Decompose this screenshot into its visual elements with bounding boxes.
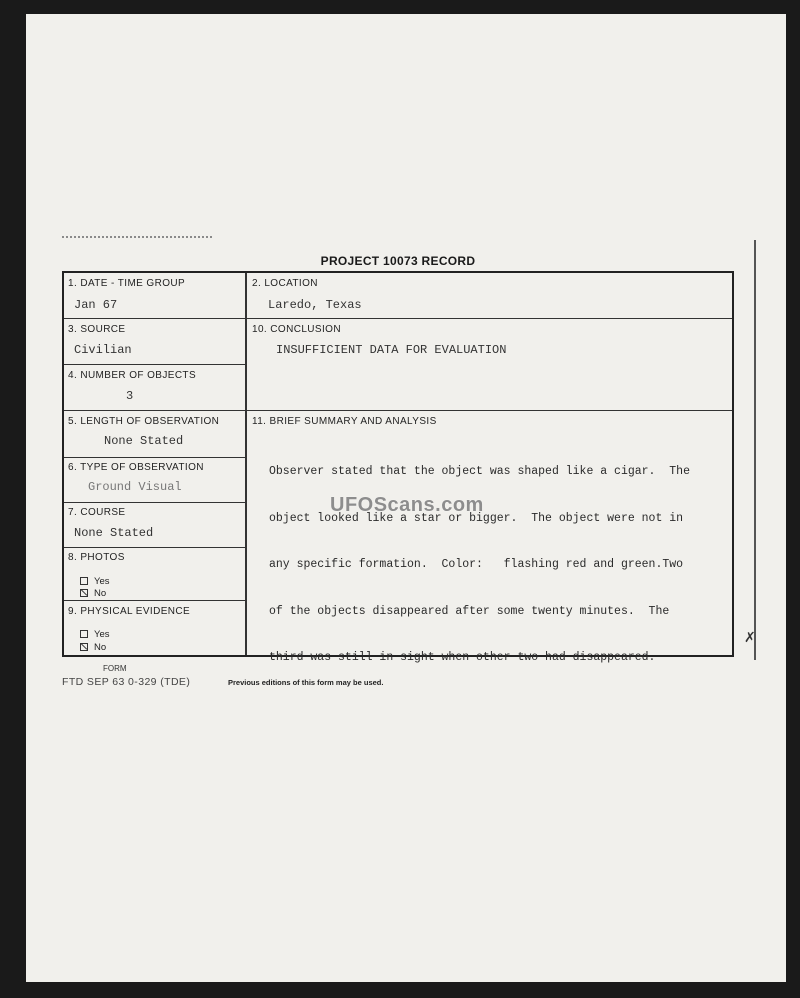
row-divider bbox=[64, 364, 245, 365]
checkbox-checked bbox=[80, 643, 88, 651]
summary-line: any specific formation. Color: flashing red and green.Two bbox=[269, 558, 684, 571]
length-of-observation-value: None Stated bbox=[104, 434, 184, 448]
project-record-form bbox=[62, 271, 734, 664]
row-divider bbox=[64, 600, 245, 601]
number-of-objects-value: 3 bbox=[126, 389, 134, 403]
watermark: UFOScans.com bbox=[330, 494, 484, 516]
physical-evidence-no: No bbox=[80, 642, 106, 653]
location-value: Laredo, Texas bbox=[268, 298, 362, 312]
footer-note: Previous editions of this form may be used. bbox=[228, 678, 384, 687]
physical-evidence-label: 9. PHYSICAL EVIDENCE bbox=[68, 606, 191, 617]
edge-line bbox=[754, 240, 756, 660]
photos-no: No bbox=[80, 588, 106, 599]
brief-summary-text bbox=[269, 433, 734, 697]
length-of-observation-label: 5. LENGTH OF OBSERVATION bbox=[68, 416, 220, 427]
checkbox bbox=[80, 630, 88, 638]
row-divider bbox=[64, 502, 245, 503]
number-of-objects-label: 4. NUMBER OF OBJECTS bbox=[68, 370, 197, 381]
date-time-group-label: 1. DATE - TIME GROUP bbox=[68, 278, 186, 289]
conclusion-label: 10. CONCLUSION bbox=[252, 324, 341, 335]
checkbox-checked bbox=[80, 589, 88, 597]
row-divider bbox=[245, 318, 732, 319]
type-of-observation-label: 6. TYPE OF OBSERVATION bbox=[68, 462, 204, 473]
checkbox bbox=[80, 577, 88, 585]
edge-mark: ✗ bbox=[744, 631, 756, 646]
photos-yes: Yes bbox=[80, 576, 110, 587]
row-divider bbox=[64, 457, 245, 458]
row-divider bbox=[245, 410, 732, 411]
location-label: 2. LOCATION bbox=[252, 278, 318, 289]
summary-line: of the objects disappeared after some twenty minutes. The bbox=[269, 604, 670, 618]
brief-summary-label: 11. BRIEF SUMMARY AND ANALYSIS bbox=[252, 416, 437, 427]
summary-line: third was still in sight when other two had disappeared. bbox=[269, 651, 656, 664]
form-title: PROJECT 10073 RECORD bbox=[320, 254, 476, 268]
conclusion-value: INSUFFICIENT DATA FOR EVALUATION bbox=[276, 343, 507, 357]
footer-form-word: FORM bbox=[103, 664, 127, 673]
source-value: Civilian bbox=[74, 343, 132, 357]
stray-marks bbox=[62, 236, 212, 244]
source-label: 3. SOURCE bbox=[68, 324, 126, 335]
row-divider bbox=[64, 318, 245, 319]
row-divider bbox=[64, 410, 245, 411]
course-label: 7. COURSE bbox=[68, 507, 126, 518]
summary-line: object looked like a star or bigger. The object were not in bbox=[269, 511, 684, 525]
physical-evidence-yes: Yes bbox=[80, 629, 110, 640]
column-divider bbox=[245, 273, 247, 655]
date-time-group-value: Jan 67 bbox=[74, 298, 118, 312]
photos-label: 8. PHOTOS bbox=[68, 552, 125, 563]
row-divider bbox=[64, 547, 245, 548]
footer-form-code: FTD SEP 63 0-329 (TDE) bbox=[62, 676, 191, 688]
type-of-observation-value: Ground Visual bbox=[88, 480, 182, 494]
course-value: None Stated bbox=[74, 526, 154, 540]
summary-line: Observer stated that the object was shaped like a cigar. The bbox=[269, 465, 690, 478]
